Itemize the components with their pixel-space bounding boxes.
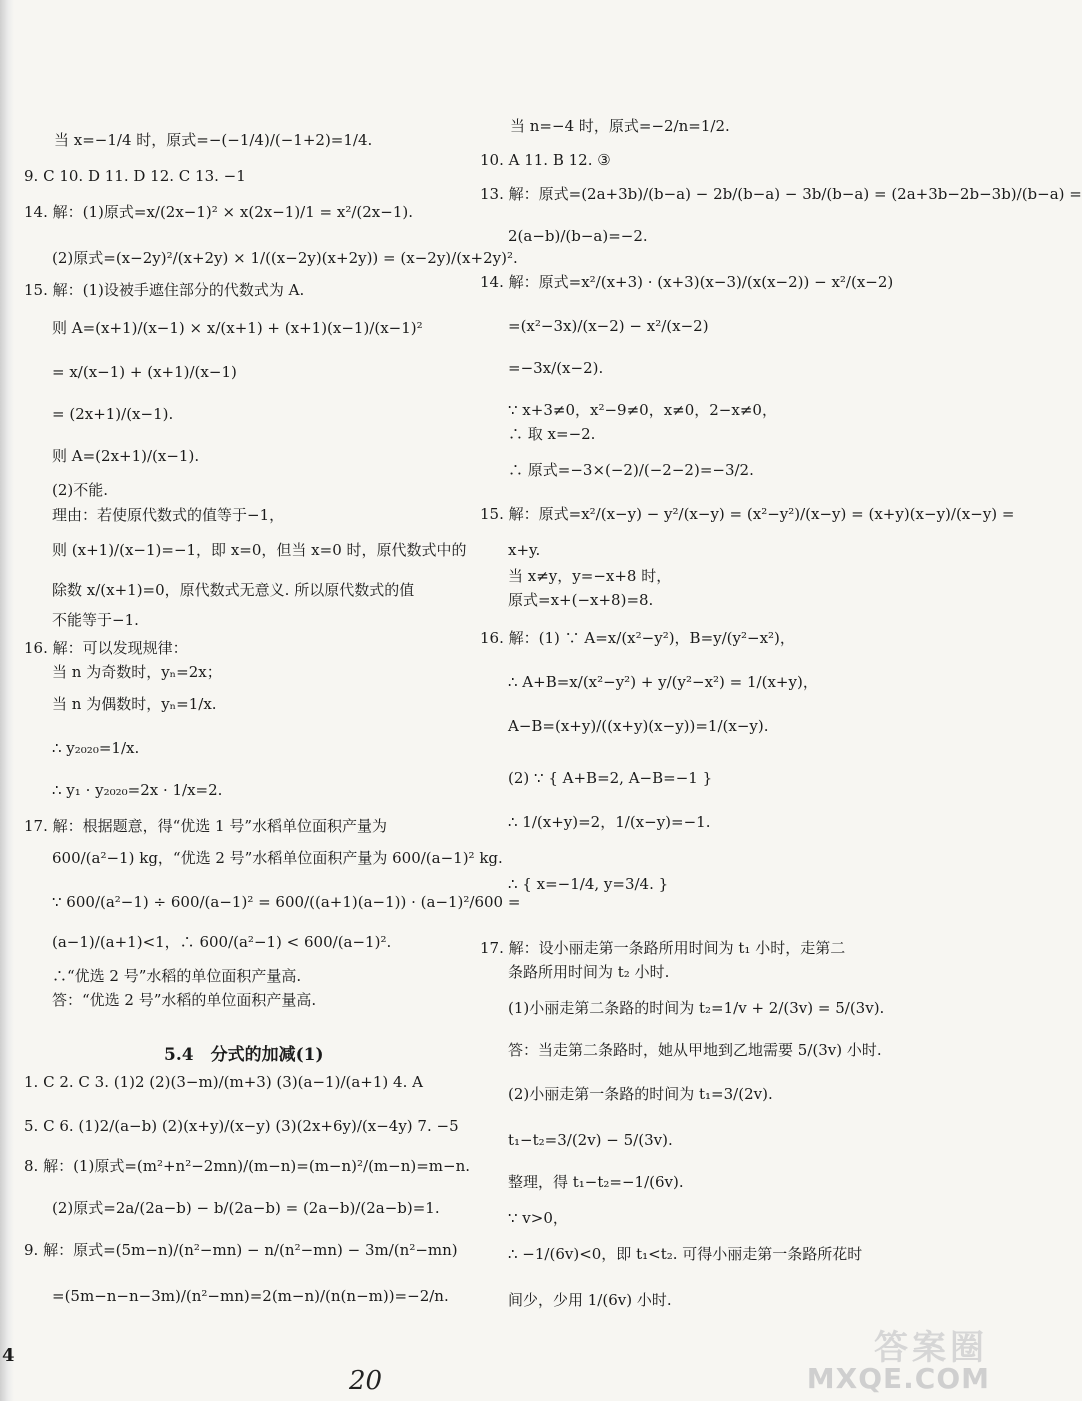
line: ∴ −1/(6v)<0，即 t₁<t₂. 可得小丽走第一条路所花时 [508,1245,863,1263]
line: 当 x≠y，y=−x+8 时， [508,567,672,585]
line: 9. C 10. D 11. D 12. C 13. −1 [24,167,246,185]
line: ∴ y₂₀₂₀=1/x. [52,739,140,757]
line: 当 n=−4 时，原式=−2/n=1/2. [510,117,730,135]
line: 条路所用时间为 t₂ 小时. [508,963,670,981]
line: ∴ 取 x=−2. [508,425,596,443]
line: (2)原式=(x−2y)²/(x+2y) × 1/((x−2y)(x+2y)) = (x−2y)/(x+2y)². [52,249,518,267]
line: 15. 解：原式=x²/(x−y) − y²/(x−y) = (x²−y²)/(x−y) = (x+y)(x−y)/(x−y) = [480,505,1015,523]
line: 15. 解：(1)设被手遮住部分的代数式为 A. [24,281,305,299]
line: =(5m−n−n−3m)/(n²−mn)=2(m−n)/(n(n−m))=−2/n. [52,1287,449,1305]
line: ∴ 原式=−3×(−2)/(−2−2)=−3/2. [508,461,754,479]
line: 13. 解：原式=(2a+3b)/(b−a) − 2b/(b−a) − 3b/(b−a) = (2a+3b−2b−3b)/(b−a) = [480,185,1082,203]
watermark [800,1320,990,1395]
line: 9. 解：原式=(5m−n)/(n²−mn) − n/(n²−mn) − 3m/(n²−mn) [24,1241,458,1259]
watermark-logo: 答案圈 [874,1328,988,1368]
line: (1)小丽走第二条路的时间为 t₂=1/v + 2/(3v) = 5/(3v). [508,999,885,1017]
line: 当 x=−1/4 时，原式=−(−1/4)/(−1+2)=1/4. [54,131,373,149]
line: 1. C 2. C 3. (1)2 (2)(3−m)/(m+3) (3)(a−1)/(a+1) 4. A [24,1073,423,1091]
line: =−3x/(x−2). [508,359,604,377]
line: (a−1)/(a+1)<1，∴ 600/(a²−1) < 600/(a−1)². [52,933,392,951]
line: 8. 解：(1)原式=(m²+n²−2mn)/(m−n)=(m−n)²/(m−n)=m−n. [24,1157,471,1175]
line: =(x²−3x)/(x−2) − x²/(x−2) [508,317,709,335]
line: (2)不能. [52,481,109,499]
line: ∵ 600/(a²−1) ÷ 600/(a−1)² = 600/((a+1)(a−1)) · (a−1)²/600 = [52,893,521,911]
line: 当 n 为偶数时，yₙ=1/x. [52,695,217,713]
line: 17. 解：设小丽走第一条路所用时间为 t₁ 小时，走第二 [480,939,846,957]
line: 16. 解：(1) ∵ A=x/(x²−y²)，B=y/(y²−x²)， [480,629,795,647]
line: (2) ∵ { A+B=2, A−B=−1 } [508,769,713,787]
line: t₁−t₂=3/(2v) − 5/(3v). [508,1131,673,1149]
line: 则 (x+1)/(x−1)=−1，即 x=0，但当 x=0 时，原代数式中的 [52,541,467,559]
line: 5. C 6. (1)2/(a−b) (2)(x+y)/(x−y) (3)(2x+6y)/(x−4y) 7. −5 [24,1117,459,1135]
line: (2)原式=2a/(2a−b) − b/(2a−b) = (2a−b)/(2a−b)=1. [52,1199,440,1217]
line: 原式=x+(−x+8)=8. [508,591,654,609]
line: 理由：若使原代数式的值等于−1， [52,506,285,524]
page-number: 4 [2,1345,15,1366]
line: 10. A 11. B 12. ③ [480,151,611,169]
line: 则 A=(2x+1)/(x−1). [52,447,200,465]
line: ∴ A+B=x/(x²−y²) + y/(y²−x²) = 1/(x+y)， [508,673,818,691]
line: 整理，得 t₁−t₂=−1/(6v). [508,1173,684,1191]
line: (2)小丽走第一条路的时间为 t₁=3/(2v). [508,1085,773,1103]
line: = (2x+1)/(x−1). [52,405,174,423]
line: 间少，少用 1/(6v) 小时. [508,1291,672,1309]
line: 17. 解：根据题意，得“优选 1 号”水稻单位面积产量为 [24,817,388,835]
handwriting-text: 20 [349,1366,383,1396]
line: 16. 解：可以发现规律： [24,639,188,657]
line: 答：“优选 2 号”水稻的单位面积产量高. [52,991,317,1009]
handwriting-mark [345,1365,405,1395]
line: ∴ y₁ · y₂₀₂₀=2x · 1/x=2. [52,781,223,799]
line: ∴ { x=−1/4, y=3/4. } [508,875,669,893]
line: ∵ v>0， [508,1209,568,1227]
line: A−B=(x+y)/((x+y)(x−y))=1/(x−y). [508,717,769,735]
line: 除数 x/(x+1)=0，原代数式无意义. 所以原代数式的值 [52,581,415,599]
book-spine [0,0,14,1401]
watermark-site: MXQE.COM [806,1362,990,1395]
line: 14. 解：原式=x²/(x+3) · (x+3)(x−3)/(x(x−2)) − x²/(x−2) [480,273,894,291]
line: 14. 解：(1)原式=x/(2x−1)² × x(2x−1)/1 = x²/(2x−1). [24,203,413,221]
line: = x/(x−1) + (x+1)/(x−1) [52,363,237,381]
line: ∴ 1/(x+y)=2，1/(x−y)=−1. [508,813,711,831]
section-title: 5.4 分式的加减(1) [164,1045,324,1065]
line: 600/(a²−1) kg，“优选 2 号”水稻单位面积产量为 600/(a−1)² kg. [52,849,503,867]
line: 不能等于−1. [52,611,139,629]
line: 当 n 为奇数时，yₙ=2x； [52,663,222,681]
line: 答：当走第二条路时，她从甲地到乙地需要 5/(3v) 小时. [508,1041,882,1059]
line: ∵ x+3≠0，x²−9≠0，x≠0，2−x≠0， [508,401,777,419]
line: ∴“优选 2 号”水稻的单位面积产量高. [52,967,302,985]
line: 则 A=(x+1)/(x−1) × x/(x+1) + (x+1)(x−1)/(x−1)² [52,319,423,337]
line: 2(a−b)/(b−a)=−2. [508,227,648,245]
line: x+y. [508,541,541,559]
